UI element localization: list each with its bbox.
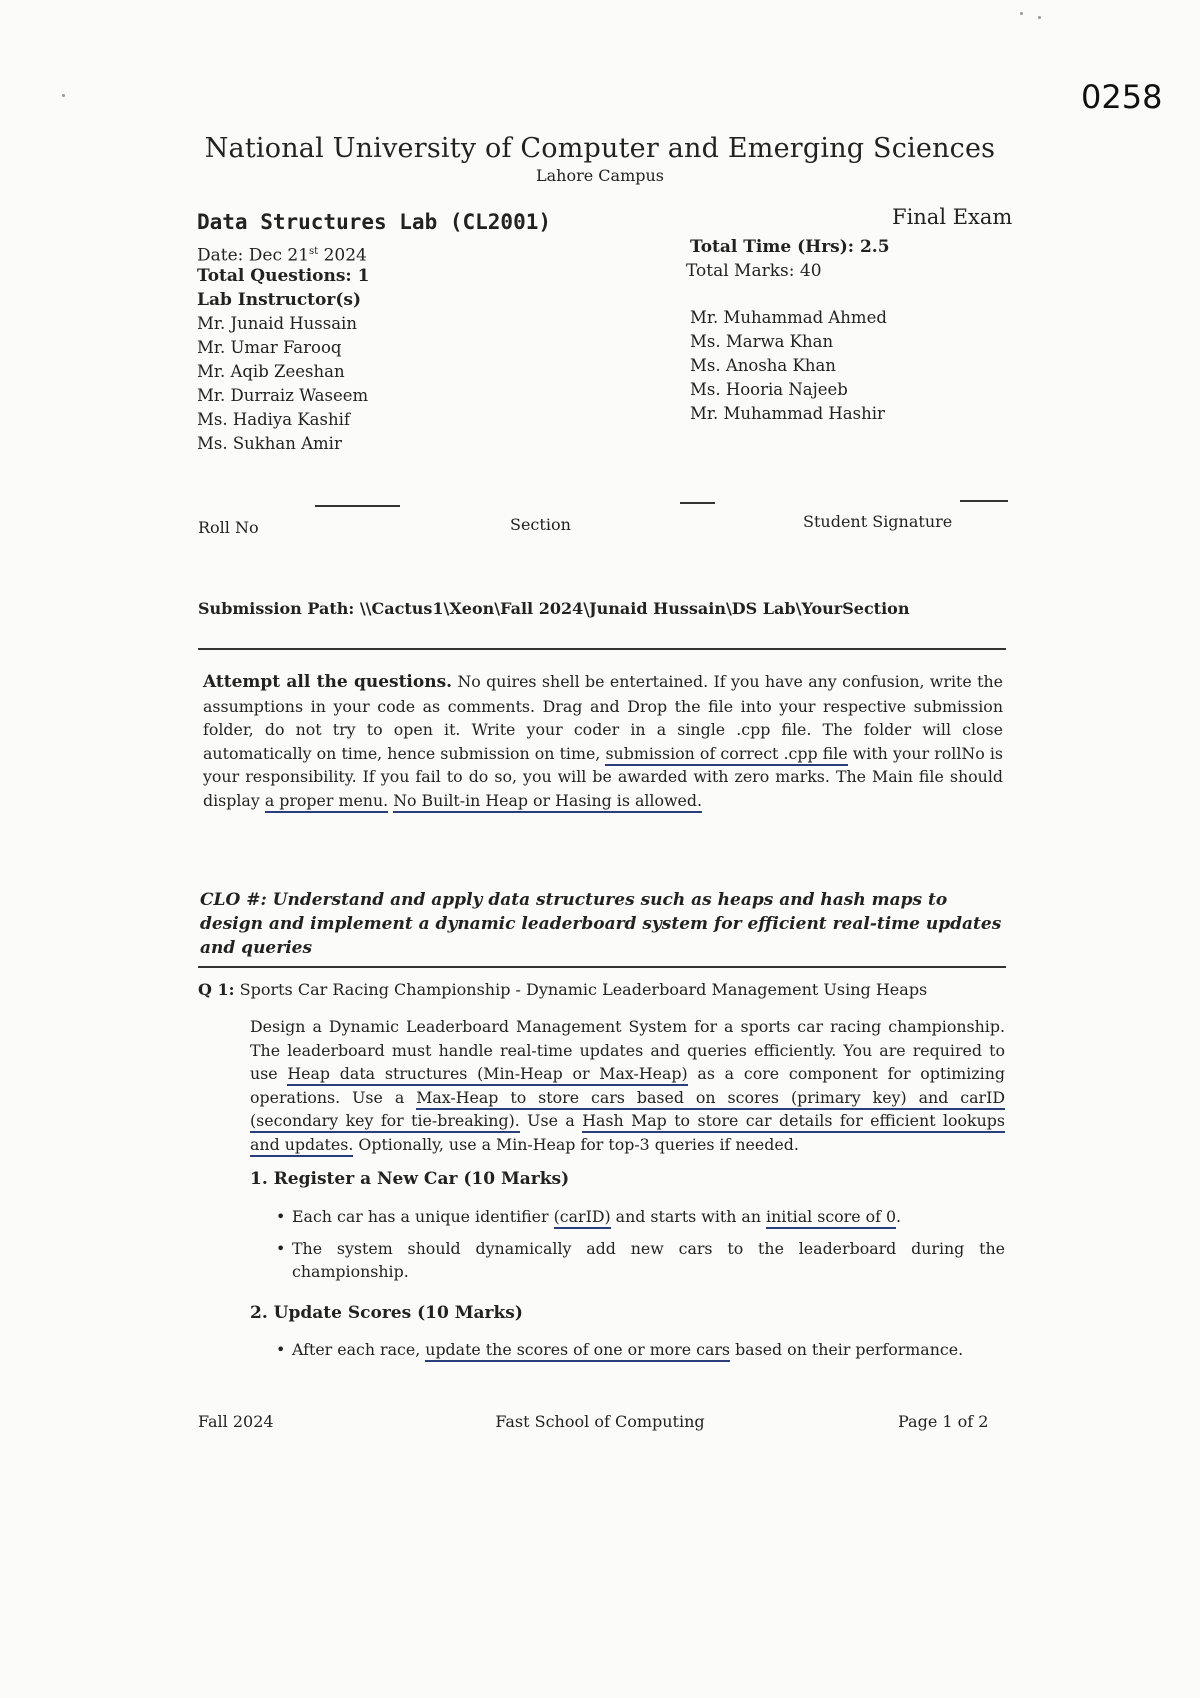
instructors-left — [197, 312, 368, 456]
instructor-name: Ms. Anosha Khan — [690, 356, 836, 375]
instructor-name: Mr. Muhammad Hashir — [690, 404, 885, 423]
exam-date: Date: Dec 21st 2024 — [197, 245, 367, 266]
question-title: Q 1: Sports Car Racing Championship - Dynamic Leaderboard Management Using Heaps — [198, 980, 928, 999]
question-body: Design a Dynamic Leaderboard Management System for a sports car racing championship. The leaderboard must handle real-time updates and queries efficiently. You are required to use Heap data structures (Min-Heap or Max-Heap) as a core component for optimizing operations. Use a Max-Heap to store cars based on scores (primary key) and carID (secondary key for tie-breaking). Use a Hash Map to store car details for efficient lookups and updates. Optionally, use a Min-Heap for top-3 queries if needed. — [250, 1015, 1005, 1156]
total-time: Total Time (Hrs): 2.5 — [690, 237, 890, 257]
footer-right: Page 1 of 2 — [898, 1412, 989, 1431]
section-bullets — [272, 1205, 1005, 1292]
clo-statement: CLO #: Understand and apply data structures such as heaps and hash maps to design and implement a dynamic leaderboard system for efficient real-time updates and queries — [200, 890, 1002, 958]
roll-no-line — [315, 505, 400, 507]
footer-left: Fall 2024 — [198, 1412, 274, 1431]
section-line — [680, 502, 715, 504]
instructions: Attempt all the questions. No quires shell be entertained. If you have any confusion, write the assumptions in your code as comments. Drag and Drop the file into your respective submission folder, do not try to open it. Write your coder in a single .cpp file. The folder will close automatically on time, hence submission on time, submission of correct .cpp file with your rollNo is your responsibility. If you fail to do so, you will be awarded with zero marks. The Main file should display a proper menu. No Built-in Heap or Hasing is allowed. — [203, 670, 1003, 812]
instructors-right — [690, 306, 887, 426]
instructor-name: Mr. Durraiz Waseem — [197, 386, 369, 405]
total-marks: Total Marks: 40 — [686, 261, 822, 281]
section-label: Section — [510, 515, 571, 534]
instructor-name: Mr. Junaid Hussain — [197, 314, 357, 333]
exam-type: Final Exam — [892, 205, 1013, 229]
divider — [198, 648, 1006, 650]
instructor-name: Mr. Umar Farooq — [197, 338, 342, 357]
divider — [198, 966, 1006, 968]
section-heading: 1. Register a New Car (10 Marks) — [250, 1169, 570, 1189]
scan-speck — [1020, 12, 1023, 15]
section-bullets — [272, 1338, 1005, 1370]
instructor-name: Ms. Marwa Khan — [690, 332, 834, 351]
footer-center: Fast School of Computing — [495, 1412, 705, 1431]
section-heading: 2. Update Scores (10 Marks) — [250, 1303, 523, 1323]
total-questions: Total Questions: 1 — [197, 266, 370, 286]
instructor-name: Ms. Sukhan Amir — [197, 434, 342, 453]
instructor-name: Ms. Hooria Najeeb — [690, 380, 848, 399]
instructor-name: Mr. Muhammad Ahmed — [690, 308, 887, 327]
signature-line — [960, 500, 1008, 502]
roll-no-label: Roll No — [198, 518, 259, 537]
scan-speck — [1038, 16, 1041, 19]
course-title: Data Structures Lab (CL2001) — [197, 210, 552, 234]
serial-number: 0258 — [1081, 78, 1163, 116]
instructors-label: Lab Instructor(s) — [197, 290, 361, 310]
instructor-name: Ms. Hadiya Kashif — [197, 410, 350, 429]
university-name: National University of Computer and Emerging Sciences — [204, 133, 996, 164]
bullet-item: • After each race, update the scores of one or more cars based on their performance. — [292, 1338, 1005, 1362]
bullet-item: • The system should dynamically add new cars to the leaderboard during the championship. — [292, 1237, 1005, 1284]
signature-label: Student Signature — [803, 512, 953, 531]
campus-name: Lahore Campus — [535, 166, 664, 185]
bullet-item: • Each car has a unique identifier (carID) and starts with an initial score of 0. — [292, 1205, 1005, 1229]
scan-speck — [62, 94, 65, 97]
submission-path: Submission Path: \\Cactus1\Xeon\Fall 2024\Junaid Hussain\DS Lab\YourSection — [198, 599, 910, 618]
instructor-name: Mr. Aqib Zeeshan — [197, 362, 345, 381]
